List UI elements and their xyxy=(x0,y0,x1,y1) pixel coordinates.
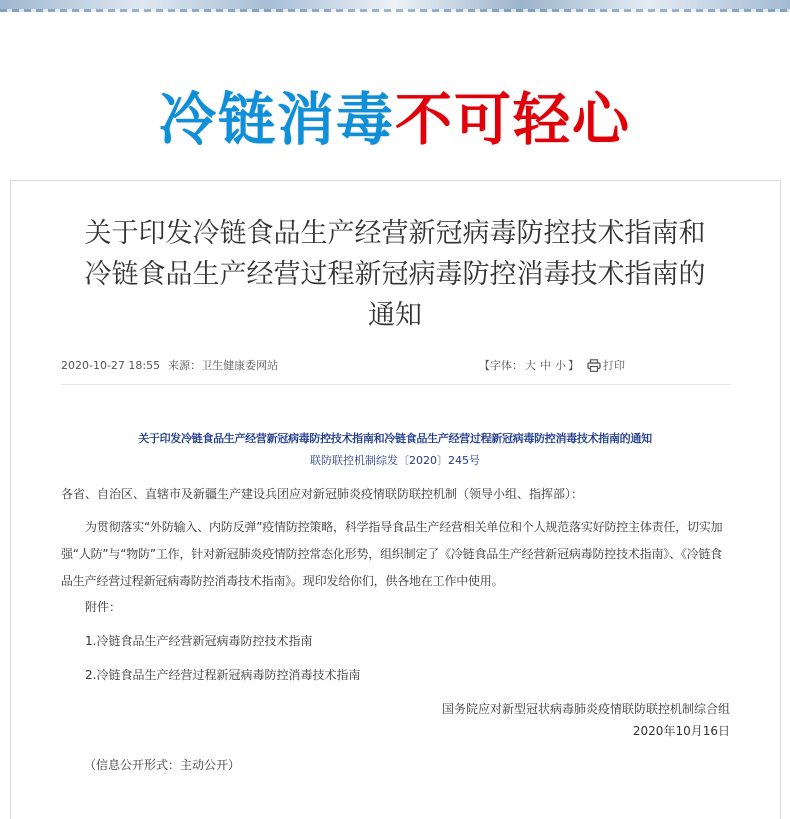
article-title-line-3: 通知 xyxy=(368,300,422,331)
font-size-label: 【字体： xyxy=(479,359,523,372)
signing-date: 2020年10月16日 xyxy=(632,724,730,738)
publish-date: 2020-10-27 18:55 xyxy=(61,359,161,372)
print-button[interactable] xyxy=(587,355,625,377)
banner-title-red: 不可轻心 xyxy=(395,87,631,153)
article-meta-row xyxy=(61,355,730,377)
body-paragraph: 为贯彻落实“外防输入、内防反弹”疫情防控策略，科学指导食品生产经营相关单位和个人规范落实好防控主体责任，切实加强“人防”与“物防”工作，针对新冠肺炎疫情防控常态化形势，组织制定了《冷链食品生产经营新冠病毒防控技术指南》、《冷链食品生产经营过程新冠病毒防控消毒技术指南》。现印发给你们，供各地在工作中使用。 xyxy=(61,520,723,588)
banner-title-blue: 冷链消毒 xyxy=(159,87,395,153)
font-size-small-button[interactable]: 小 xyxy=(555,359,566,372)
article-meta-info xyxy=(61,355,286,377)
article-title-line-2: 冷链食品生产经营过程新冠病毒防控消毒技术指南的 xyxy=(84,259,706,290)
printer-icon xyxy=(587,359,601,372)
attachment-item-1[interactable]: 1.冷链食品生产经营新冠病毒防控技术指南 xyxy=(85,634,313,648)
source-label: 来源： xyxy=(168,359,202,372)
attachments-label: 附件： xyxy=(85,600,122,614)
document-number: 联防联控机制综发〔2020〕245号 xyxy=(310,454,480,467)
article-title xyxy=(0,213,790,336)
promo-banner-title xyxy=(0,82,790,158)
attachment-item-2[interactable]: 2.冷链食品生产经营过程新冠病毒防控消毒技术指南 xyxy=(85,668,361,682)
font-size-medium-button[interactable]: 中 xyxy=(540,359,551,372)
font-size-large-button[interactable]: 大 xyxy=(525,359,536,372)
font-size-close-bracket: 】 xyxy=(568,359,579,372)
font-size-control xyxy=(479,355,579,377)
signing-organization: 国务院应对新型冠状病毒肺炎疫情联防联控机制综合组 xyxy=(441,702,730,716)
print-label: 打印 xyxy=(603,359,625,372)
article-title-line-1: 关于印发冷链食品生产经营新冠病毒防控技术指南和 xyxy=(84,218,706,249)
addressee-paragraph: 各省、自治区、直辖市及新疆生产建设兵团应对新冠肺炎疫情联防联控机制（领导小组、指挥部）： xyxy=(61,487,584,501)
source-link[interactable]: 卫生健康委网站 xyxy=(201,359,279,372)
notice-heading: 关于印发冷链食品生产经营新冠病毒防控技术指南和冷链食品生产经营过程新冠病毒防控消毒技术指南的通知 xyxy=(138,432,652,445)
disclosure-note: （信息公开形式：主动公开） xyxy=(84,758,241,772)
top-decorative-strip xyxy=(0,0,790,12)
meta-divider xyxy=(61,384,730,385)
